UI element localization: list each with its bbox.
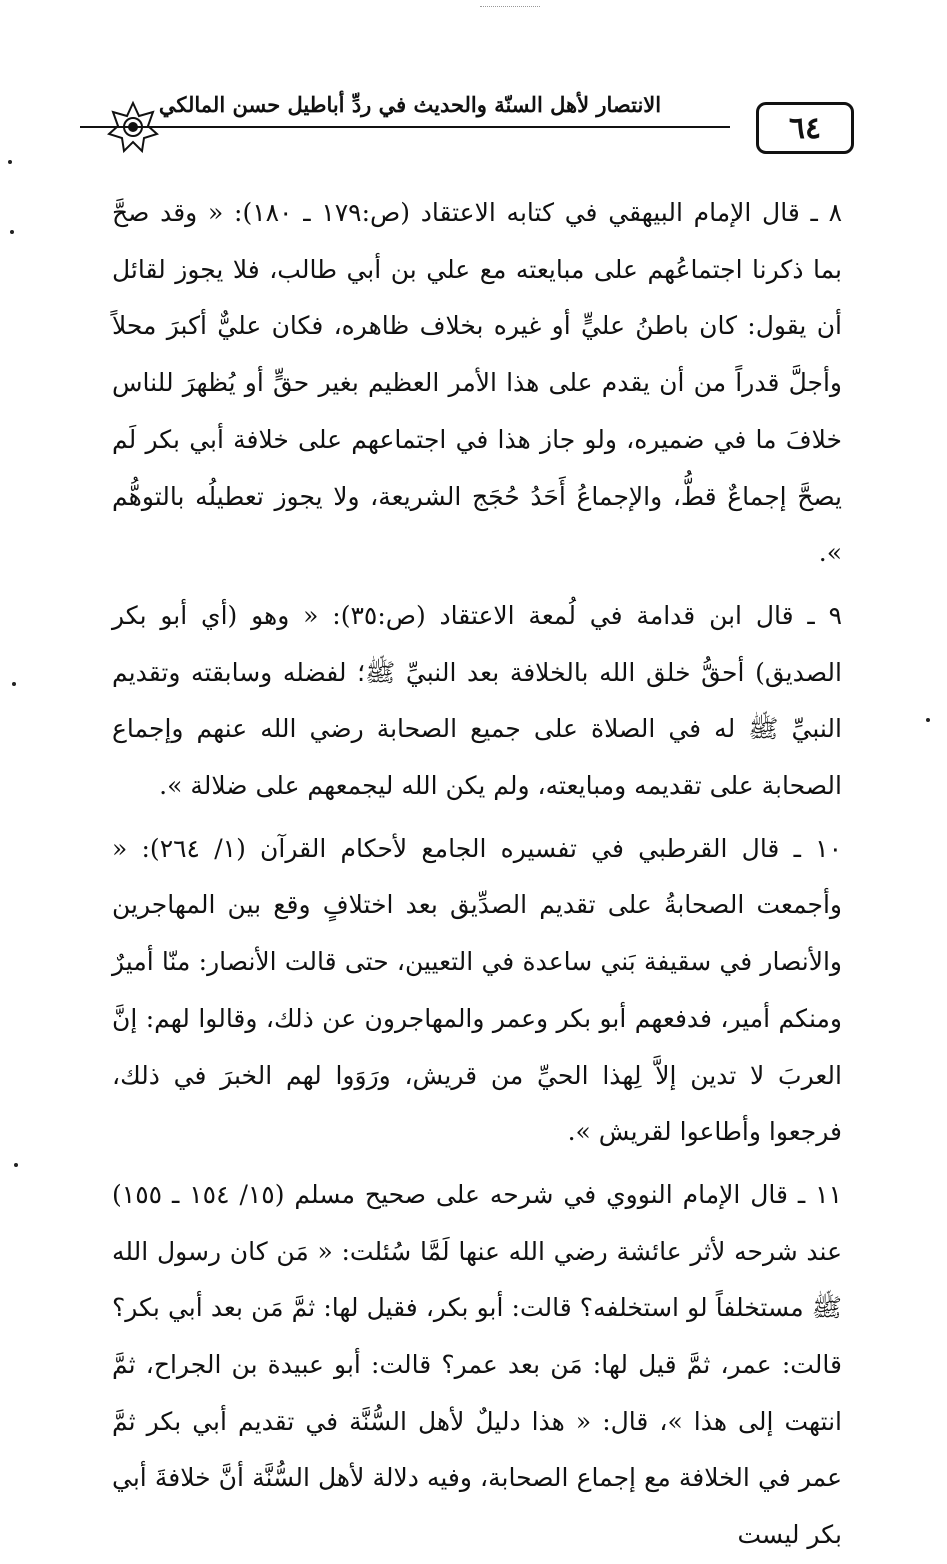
page-header [60, 88, 850, 168]
page-body [112, 185, 842, 1564]
paragraph-9-ibn-qudama: ٩ ـ قال ابن قدامة في لُمعة الاعتقاد (ص:٣٥): « وهو (أي أبو بكر الصديق) أحقُّ خلق الله بالخلافة بعد النبيِّ ﷺ؛ لفضله وسابقته وتقديم النبيِّ ﷺ له في الصلاة على جميع الصحابة رضي الله عنهم وإجماع الصحابة على تقديمه ومبايعته، ولم يكن الله ليجمعهم على ضلالة ». [112, 600, 842, 801]
paragraph-11-nawawi: ١١ ـ قال الإمام النووي في شرحه على صحيح مسلم (١٥/ ١٥٤ ـ ١٥٥) عند شرحه لأثر عائشة رضي الله عنها لَمَّا سُئلت: « مَن كان رسول الله ﷺ مستخلفاً لو استخلفه؟ قالت: أبو بكر، فقيل لها: ثمَّ مَن بعد أبي بكر؟ قالت: عمر، ثمَّ قيل لها: مَن بعد عمر؟ قالت: أبو عبيدة بن الجراح، ثمَّ انتهت إلى هذا »، قال: « هذا دليلٌ لأهل السُّنَّة في تقديم أبي بكر ثمَّ عمر في الخلافة مع إجماع الصحابة، وفيه دلالة لأهل السُّنَّة أنَّ خلافةَ أبي بكر ليست [112, 1179, 843, 1550]
paragraph-8-bayhaqi: ٨ ـ قال الإمام البيهقي في كتابه الاعتقاد (ص:١٧٩ ـ ١٨٠): « وقد صحَّ بما ذكرنا اجتماعُهم على مبايعته مع علي بن أبي طالب، فلا يجوز لقائل أن يقول: كان باطنُ عليٍّ أو غيره بخلاف ظاهره، فكان عليٌّ أكبرَ محلاً وأجلَّ قدراً من أن يقدم على هذا الأمر العظيم بغير حقٍّ أو يُظهرَ للناس خلافَ ما في ضميره، ولو جاز هذا في اجتماعهم على خلافة أبي بكر لَم يصحَّ إجماعٌ قطُّ، والإجماعُ أَحَدُ حُجَج الشريعة، ولا يجوز تعطيلُه بالتوهُّم ». [112, 198, 843, 568]
paragraph-10-qurtubi: ١٠ ـ قال القرطبي في تفسيره الجامع لأحكام القرآن (١/ ٢٦٤): « وأجمعت الصحابةُ على تقديم الصدِّيق بعد اختلافٍ وقع بين المهاجرين والأنصار في سقيفة بَني ساعدة في التعيين، حتى قالت الأنصار: منّا أميرٌ ومنكم أمير، فدفعهم أبو بكر وعمر والمهاجرون عن ذلك، وقالوا لهم: إنَّ العربَ لا تدين إلاَّ لِهذا الحيِّ من قريش، ورَوَوا لهم الخبرَ في ذلك، فرجعوا وأطاعوا لقريش ». [112, 833, 842, 1147]
page-number: ٦٤ [756, 102, 854, 154]
star-ornament-icon [106, 100, 160, 154]
scan-speck [8, 160, 12, 164]
scan-speck [10, 230, 14, 234]
scan-speck [14, 1163, 18, 1167]
scan-edge-mark [480, 6, 540, 7]
running-title: الانتصار لأهل السنّة والحديث في ردِّ أباطيل حسن المالكي [150, 92, 670, 117]
header-rule [80, 126, 730, 128]
scan-speck [926, 718, 930, 722]
scan-speck [12, 682, 16, 686]
